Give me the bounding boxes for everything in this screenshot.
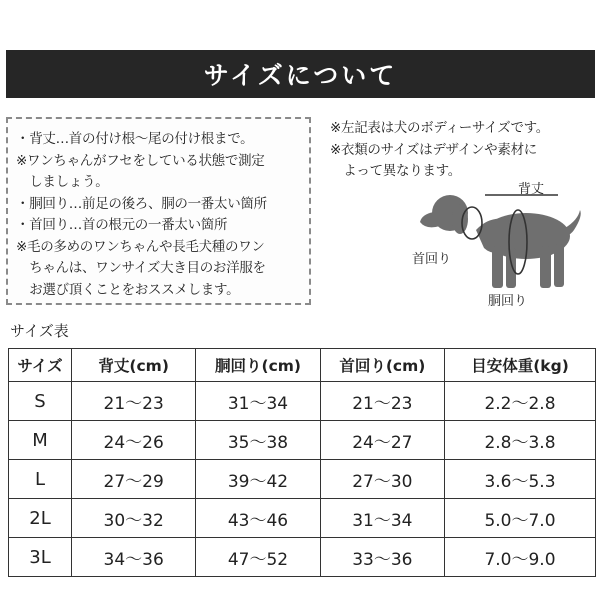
table-row	[9, 382, 596, 421]
table-row	[9, 421, 596, 460]
table-row	[9, 460, 596, 499]
column-header: 胴回り(cm)	[196, 349, 320, 382]
table-cell: 21〜23	[72, 382, 196, 421]
table-cell: 31〜34	[196, 382, 320, 421]
table-cell: 39〜42	[196, 460, 320, 499]
disclaimer-line: よって異なります。	[330, 163, 461, 179]
note-line: ・胴回り…前足の後ろ、胴の一番太い箇所	[16, 195, 267, 212]
table-row	[9, 499, 596, 538]
size-cell: 3L	[9, 538, 72, 577]
column-header: 目安体重(kg)	[445, 349, 596, 382]
disclaimer-line: ※左記表は犬のボディーサイズです。	[330, 120, 549, 136]
note-line: ※ワンちゃんがフセをしている状態で測定	[16, 152, 265, 169]
table-cell: 35〜38	[196, 421, 320, 460]
column-header: サイズ	[9, 349, 72, 382]
table-cell: 43〜46	[196, 499, 320, 538]
size-table-caption: サイズ表	[10, 322, 69, 340]
table-cell: 5.0〜7.0	[445, 499, 596, 538]
table-cell: 7.0〜9.0	[445, 538, 596, 577]
neck-label: 首回り	[412, 252, 452, 267]
table-cell: 24〜27	[320, 421, 444, 460]
note-line: ・首回り…首の根元の一番太い箇所	[16, 217, 228, 233]
table-cell: 31〜34	[320, 499, 444, 538]
table-cell: 27〜29	[72, 460, 196, 499]
table-cell: 2.2〜2.8	[445, 382, 596, 421]
dog-measurement-diagram	[400, 170, 595, 315]
note-line: お選び頂くことをおススメします。	[16, 281, 240, 298]
table-cell: 21〜23	[320, 382, 444, 421]
title-banner	[6, 50, 595, 98]
table-row	[9, 538, 596, 577]
size-cell: S	[9, 382, 72, 421]
table-cell: 3.6〜5.3	[445, 460, 596, 499]
table-cell: 34〜36	[72, 538, 196, 577]
table-cell: 27〜30	[320, 460, 444, 499]
table-cell: 2.8〜3.8	[445, 421, 596, 460]
size-cell: 2L	[9, 499, 72, 538]
size-cell: L	[9, 460, 72, 499]
table-cell: 30〜32	[72, 499, 196, 538]
note-line: ・背丈…首の付け根〜尾の付け根まで。	[16, 131, 254, 147]
back-length-label: 背丈	[518, 182, 545, 197]
chest-label: 胴回り	[488, 294, 528, 309]
table-cell: 33〜36	[320, 538, 444, 577]
table-cell: 24〜26	[72, 421, 196, 460]
size-cell: M	[9, 421, 72, 460]
table-header-row	[9, 349, 596, 382]
measurement-notes-box	[6, 117, 311, 305]
note-line: ちゃんは、ワンサイズ大き目のお洋服を	[16, 260, 266, 276]
column-header: 背丈(cm)	[72, 349, 196, 382]
column-header: 首回り(cm)	[320, 349, 444, 382]
note-line: ※毛の多めのワンちゃんや長毛犬種のワン	[16, 238, 265, 255]
note-line: しましょう。	[16, 174, 109, 190]
disclaimer-line: ※衣類のサイズはデザインや素材に	[330, 141, 537, 158]
banner-title: サイズについて	[203, 61, 398, 90]
table-cell: 47〜52	[196, 538, 320, 577]
dog-body	[420, 195, 581, 288]
size-chart-table	[8, 348, 596, 577]
